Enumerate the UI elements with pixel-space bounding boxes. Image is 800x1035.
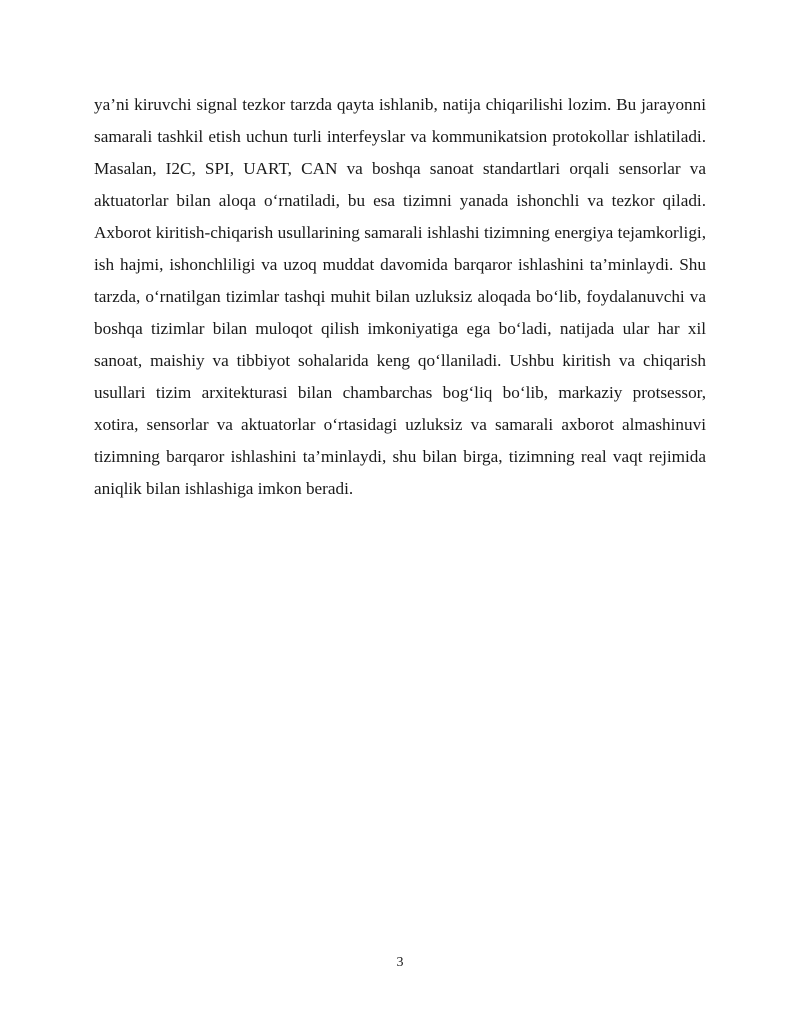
page-number: 3 [396, 955, 404, 970]
body-paragraph: ya’ni kiruvchi signal tezkor tarzda qayta ishlanib, natija chiqarilishi lozim. Bu jarayonni samarali tashkil etish uchun turli interfeyslar va kommunikatsion protokollar ishlatiladi. Masalan, I2C, SPI, UART, CAN va boshqa sanoat standartlari orqali sensorlar va aktuatorlar bilan aloqa o‘rnatiladi, bu esa tizimni yanada ishonchli va tezkor qiladi. Axborot kiritish-chiqarish usullarining samarali ishlashi tizimning energiya tejamkorligi, ish hajmi, ishonchliligi va uzoq muddat davomida barqaror ishlashini ta’minlaydi. Shu tarzda, o‘rnatilgan tizimlar tashqi muhit bilan uzluksiz aloqada bo‘lib, foydalanuvchi va boshqa tizimlar bilan muloqot qilish imkoniyatiga ega bo‘ladi, natijada ular har xil sanoat, maishiy va tibbiyot sohalarida keng qo‘llaniladi. Ushbu kiritish va chiqarish usullari tizim arxitekturasi bilan chambarchas bog‘liq bo‘lib, markaziy protsessor, xotira, sensorlar va aktuatorlar o‘rtasidagi uzluksiz va samarali axborot almashinuvi tizimning barqaror ishlashini ta’minlaydi, shu bilan birga, tizimning real vaqt rejimida aniqlik bilan ishlashiga imkon beradi. [94, 95, 706, 498]
